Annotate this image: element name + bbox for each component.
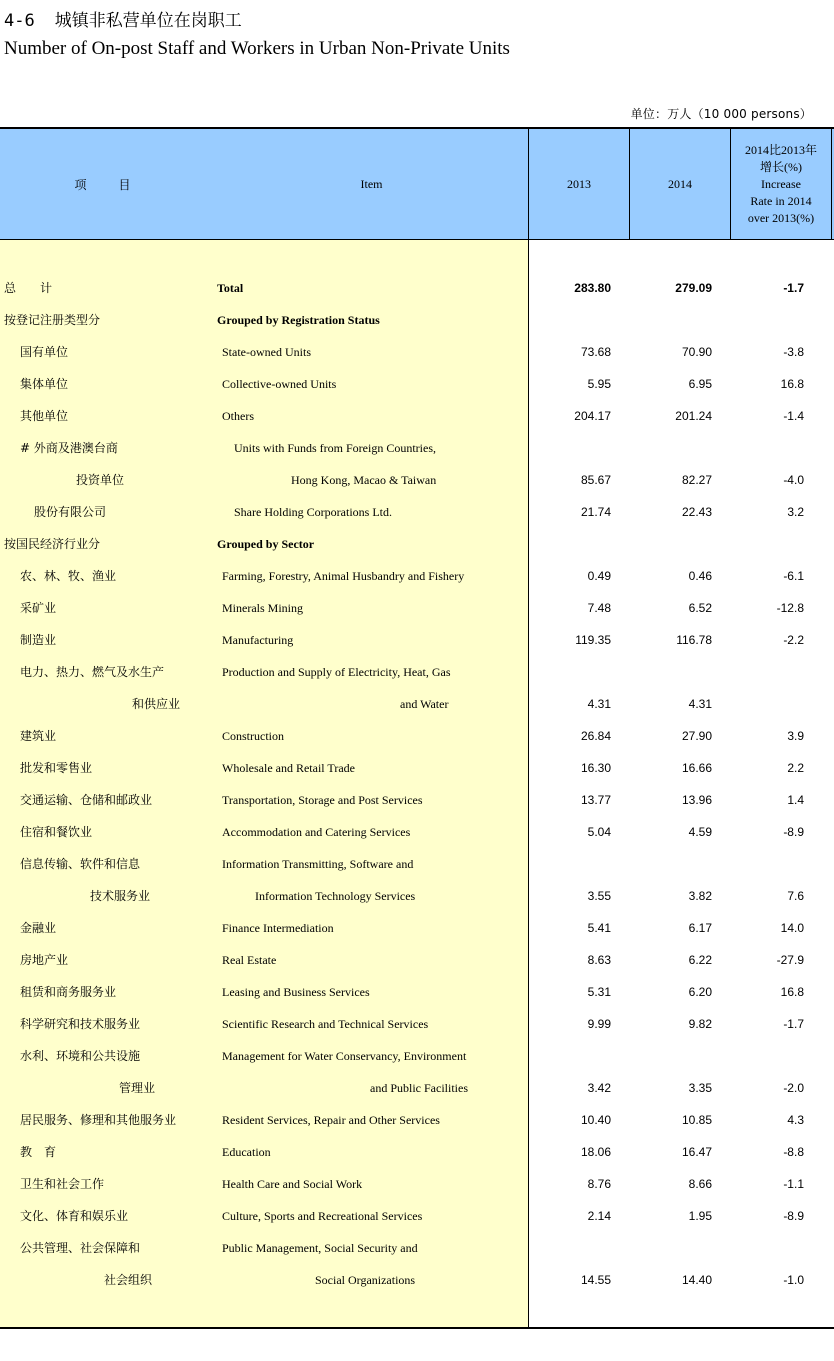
header-2013: 2013: [528, 129, 629, 240]
row-label-en: Total: [217, 281, 244, 295]
row-label-en: Manufacturing: [222, 633, 294, 647]
row-label-en: Public Management, Social Security and: [222, 1241, 418, 1255]
row-label-cn: 采矿业: [20, 601, 57, 615]
table-row: [0, 560, 834, 592]
row-label-en: Real Estate: [222, 953, 277, 967]
table-row: [0, 784, 834, 816]
table-title-cn: [4, 6, 242, 31]
row-label-cn: 居民服务、修理和其他服务业: [20, 1113, 177, 1127]
header-growth-line: Increase: [761, 177, 801, 191]
table-row: [0, 400, 834, 432]
value-2013: 283.80: [574, 281, 611, 295]
growth-rate: -27.9: [776, 953, 804, 967]
row-label-en: Collective-owned Units: [222, 377, 337, 391]
row-label-cn: 金融业: [20, 921, 57, 935]
row-label-cn: 租赁和商务服务业: [20, 985, 117, 999]
value-2013: 4.31: [587, 697, 611, 711]
row-label-cn: 投资单位: [76, 473, 125, 487]
row-label-cn: 住宿和餐饮业: [20, 825, 93, 839]
growth-rate: -8.9: [783, 825, 804, 839]
table-row: [0, 592, 834, 624]
table-row: [0, 1136, 834, 1168]
value-2014: 279.09: [675, 281, 712, 295]
row-label-cn: 卫生和社会工作: [20, 1177, 105, 1191]
row-label-cn: 社会组织: [104, 1273, 153, 1287]
table-row: [0, 336, 834, 368]
value-2013: 2.14: [587, 1209, 611, 1223]
value-2013: 9.99: [587, 1017, 611, 1031]
row-label-en: Finance Intermediation: [222, 921, 334, 935]
row-label-en: Leasing and Business Services: [222, 985, 370, 999]
row-label-cn: 水利、环境和公共设施: [20, 1049, 141, 1063]
value-2014: 16.47: [681, 1145, 712, 1159]
value-2014: 13.96: [681, 793, 712, 807]
table-row: [0, 1040, 834, 1072]
table-row: [0, 912, 834, 944]
header-growth: [730, 129, 832, 240]
row-label-cn: 房地产业: [20, 953, 69, 967]
value-2014: 3.82: [688, 889, 712, 903]
row-label-en: Transportation, Storage and Post Services: [222, 793, 423, 807]
unit-label: 单位：万人（10 000 persons）: [630, 107, 812, 121]
row-label-en: Management for Water Conservancy, Environment: [222, 1049, 467, 1063]
row-label-cn: 管理业: [119, 1081, 156, 1095]
row-label-en: State-owned Units: [222, 345, 311, 359]
value-2013: 3.42: [587, 1081, 611, 1095]
value-2013: 10.40: [580, 1113, 611, 1127]
row-label-cn: 集体单位: [20, 377, 69, 391]
row-label-en: Information Technology Services: [255, 889, 416, 903]
row-label-en: Resident Services, Repair and Other Services: [222, 1113, 440, 1127]
growth-rate: -4.0: [783, 473, 804, 487]
row-label-en: Information Transmitting, Software and: [222, 857, 414, 871]
row-label-en: Grouped by Sector: [217, 537, 315, 551]
row-label-en: and Public Facilities: [370, 1081, 468, 1095]
row-label-cn: 电力、热力、燃气及水生产: [20, 665, 165, 679]
value-2014: 201.24: [675, 409, 712, 423]
row-label-cn: 总 计: [4, 281, 53, 295]
value-2014: 0.46: [688, 569, 712, 583]
row-label-en: Units with Funds from Foreign Countries,: [234, 441, 437, 455]
row-label-cn: 科学研究和技术服务业: [20, 1017, 141, 1031]
value-2014: 6.22: [688, 953, 712, 967]
header-growth-line: over 2013(%): [747, 211, 815, 225]
table-row: [0, 1008, 834, 1040]
value-2014: 10.85: [681, 1113, 712, 1127]
table-row: [0, 304, 834, 336]
value-2014: 22.43: [681, 505, 712, 519]
table-row: [0, 1200, 834, 1232]
table-row: [0, 1264, 834, 1296]
value-2014: 70.90: [681, 345, 712, 359]
row-label-cn: 技术服务业: [90, 889, 151, 903]
value-2014: 6.52: [688, 601, 712, 615]
row-label-cn: 文化、体育和娱乐业: [20, 1209, 129, 1223]
growth-rate: -1.7: [783, 1017, 804, 1031]
value-2014: 4.31: [688, 697, 712, 711]
table-row: [0, 528, 834, 560]
row-label-en: Minerals Mining: [222, 601, 303, 615]
value-2013: 26.84: [580, 729, 611, 743]
value-2013: 14.55: [580, 1273, 611, 1287]
value-2013: 3.55: [587, 889, 611, 903]
value-2014: 6.20: [688, 985, 712, 999]
growth-rate: -6.1: [783, 569, 804, 583]
value-2014: 3.35: [688, 1081, 712, 1095]
header-growth-line: Rate in 2014: [750, 194, 812, 208]
row-label-cn: 农、林、牧、渔业: [20, 569, 117, 583]
value-2013: 119.35: [575, 633, 611, 647]
table-row: [0, 752, 834, 784]
table-row: [0, 816, 834, 848]
growth-rate: 3.2: [787, 505, 804, 519]
row-label-cn: 公共管理、社会保障和: [20, 1241, 141, 1255]
table-row: [0, 1232, 834, 1264]
growth-rate: 1.4: [787, 793, 804, 807]
row-label-cn: 制造业: [20, 633, 57, 647]
value-2013: 0.49: [587, 569, 611, 583]
value-2013: 16.30: [580, 761, 611, 775]
table-bottom-rule: [0, 1327, 834, 1329]
value-2014: 116.78: [676, 633, 712, 647]
growth-rate: 16.8: [780, 985, 804, 999]
table-row: [0, 272, 834, 304]
row-label-en: Share Holding Corporations Ltd.: [234, 505, 392, 519]
row-label-en: Others: [222, 409, 254, 423]
table-header: [0, 127, 834, 240]
growth-rate: -8.9: [783, 1209, 804, 1223]
table-row: [0, 464, 834, 496]
growth-rate: 16.8: [780, 377, 804, 391]
table-title-cn-text: 城镇非私营单位在岗职工: [54, 11, 242, 31]
row-label-cn: 批发和零售业: [20, 761, 93, 775]
row-label-cn: # 外商及港澳台商: [20, 441, 118, 455]
value-2013: 85.67: [580, 473, 611, 487]
header-2014: 2014: [629, 129, 730, 240]
table-row: [0, 720, 834, 752]
row-label-cn: 交通运输、仓储和邮政业: [20, 793, 153, 807]
growth-rate: 2.2: [787, 761, 804, 775]
value-2013: 73.68: [580, 345, 611, 359]
row-label-en: Construction: [222, 729, 284, 743]
row-label-cn: 教 育: [20, 1145, 57, 1159]
table-row: [0, 688, 834, 720]
row-label-en: Social Organizations: [315, 1273, 416, 1287]
value-2013: 204.17: [574, 409, 611, 423]
row-label-cn: 其他单位: [20, 409, 69, 423]
value-2014: 27.90: [681, 729, 712, 743]
row-label-en: Grouped by Registration Status: [217, 313, 380, 327]
value-2013: 5.31: [587, 985, 611, 999]
growth-rate: -1.1: [783, 1177, 804, 1191]
value-2013: 21.74: [580, 505, 611, 519]
table-row: [0, 944, 834, 976]
value-2014: 8.66: [688, 1177, 712, 1191]
table-row: [0, 976, 834, 1008]
row-label-en: Wholesale and Retail Trade: [222, 761, 355, 775]
growth-rate: -2.0: [783, 1081, 804, 1095]
table-row: [0, 656, 834, 688]
growth-rate: -3.8: [783, 345, 804, 359]
value-2014: 1.95: [688, 1209, 712, 1223]
value-2013: 13.77: [580, 793, 611, 807]
row-label-cn: 信息传输、软件和信息: [20, 857, 141, 871]
row-label-cn: 建筑业: [20, 729, 57, 743]
growth-rate: -2.2: [783, 633, 804, 647]
value-2014: 9.82: [688, 1017, 712, 1031]
value-2014: 6.95: [688, 377, 712, 391]
row-label-en: Scientific Research and Technical Services: [222, 1017, 429, 1031]
row-label-cn: 和供应业: [132, 697, 181, 711]
header-growth-line: 2014比2013年: [744, 143, 817, 157]
value-2013: 18.06: [580, 1145, 611, 1159]
value-2014: 16.66: [681, 761, 712, 775]
value-2013: 5.04: [587, 825, 611, 839]
header-item-en: Item: [360, 177, 383, 191]
growth-rate: 3.9: [787, 729, 804, 743]
table-row: [0, 880, 834, 912]
table-row: [0, 1072, 834, 1104]
row-label-cn: 按国民经济行业分: [4, 537, 101, 551]
growth-rate: -1.7: [783, 281, 804, 295]
growth-rate: 14.0: [780, 921, 804, 935]
row-label-en: Hong Kong, Macao & Taiwan: [291, 473, 437, 487]
table-title-en: Number of On-post Staff and Workers in Urban Non-Private Units: [4, 38, 510, 59]
growth-rate: -1.4: [783, 409, 804, 423]
growth-rate: 4.3: [787, 1113, 804, 1127]
row-label-cn: 国有单位: [20, 345, 69, 359]
value-2013: 8.76: [587, 1177, 611, 1191]
row-label-en: Health Care and Social Work: [222, 1177, 363, 1191]
table-row: [0, 1104, 834, 1136]
value-2013: 8.63: [587, 953, 611, 967]
value-2014: 6.17: [688, 921, 712, 935]
growth-rate: -12.8: [776, 601, 804, 615]
table-row: [0, 432, 834, 464]
table-row: [0, 624, 834, 656]
value-2014: 14.40: [681, 1273, 712, 1287]
table-row: [0, 496, 834, 528]
row-label-cn: 按登记注册类型分: [4, 313, 101, 327]
header-growth-line: 增长(%): [759, 160, 802, 174]
growth-rate: 7.6: [787, 889, 804, 903]
table-row: [0, 848, 834, 880]
value-2013: 7.48: [587, 601, 611, 615]
growth-rate: -8.8: [783, 1145, 804, 1159]
row-label-en: Education: [222, 1145, 271, 1159]
table-number: 4-6: [4, 11, 35, 31]
row-label-cn: 股份有限公司: [34, 505, 107, 519]
row-label-en: Production and Supply of Electricity, Heat, Gas: [222, 665, 451, 679]
value-2014: 4.59: [688, 825, 712, 839]
table-row: [0, 1168, 834, 1200]
header-item-cn: 项 目: [74, 178, 141, 192]
value-2013: 5.95: [587, 377, 611, 391]
row-label-en: Accommodation and Catering Services: [222, 825, 411, 839]
table-row: [0, 368, 834, 400]
growth-rate: -1.0: [783, 1273, 804, 1287]
value-2014: 82.27: [681, 473, 712, 487]
row-label-en: Culture, Sports and Recreational Services: [222, 1209, 423, 1223]
value-2013: 5.41: [587, 921, 611, 935]
row-label-en: and Water: [400, 697, 449, 711]
row-label-en: Farming, Forestry, Animal Husbandry and Fishery: [222, 569, 465, 583]
